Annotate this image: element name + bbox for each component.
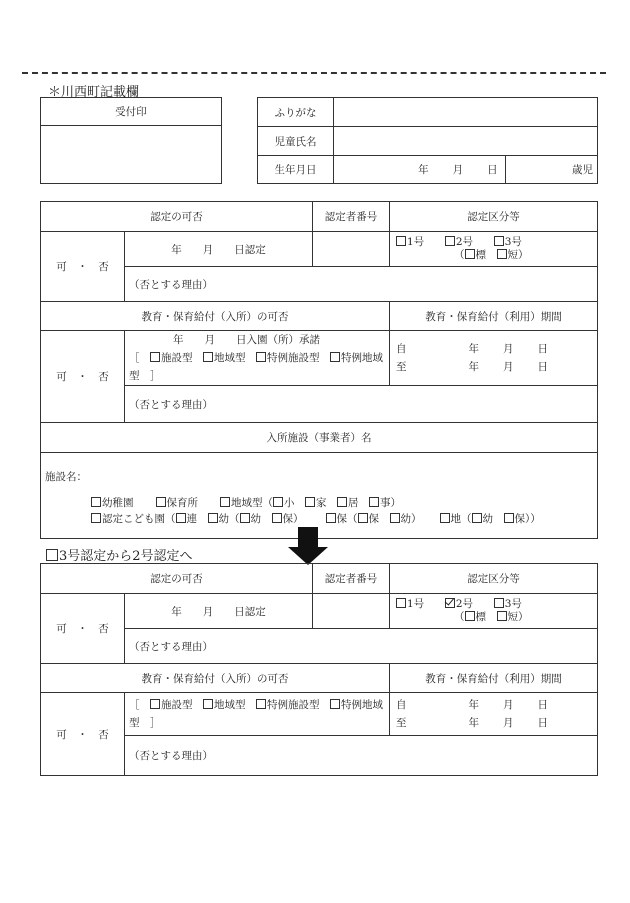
- checkbox-icon[interactable]: [220, 497, 230, 507]
- type-special-facility-option[interactable]: 特例施設型: [256, 352, 320, 364]
- child-info-table: [257, 97, 598, 184]
- checkbox-icon[interactable]: [150, 352, 160, 362]
- period-from-label: 自: [396, 699, 407, 711]
- benefit-reject-reason-field[interactable]: （否とする理由）: [125, 386, 598, 423]
- checkbox-icon[interactable]: [396, 598, 406, 608]
- kodomo-you-sub-option[interactable]: 幼: [240, 513, 262, 525]
- checkbox-icon[interactable]: [465, 249, 475, 259]
- checkbox-icon[interactable]: [390, 513, 400, 523]
- reject-reason-field[interactable]: （否とする理由）: [125, 629, 598, 664]
- checkbox-icon[interactable]: [150, 699, 160, 709]
- period-cell[interactable]: 自 年 月 日 至 年 月 日: [390, 693, 598, 736]
- change-section-title: 3号認定から2号認定へ: [46, 545, 193, 564]
- checkbox-icon[interactable]: [156, 497, 166, 507]
- checkbox-icon[interactable]: [91, 513, 101, 523]
- approval-ka-hi[interactable]: 可 ・ 否: [41, 232, 125, 302]
- facility-regional-option[interactable]: 地域型（: [220, 497, 273, 509]
- facility-cell: [41, 453, 598, 539]
- reception-stamp-box: [40, 97, 222, 184]
- benefit-header: 教育・保育給付（入所）の可否: [41, 664, 390, 693]
- benefit-ka-hi[interactable]: 可 ・ 否: [41, 693, 125, 776]
- period-from-label: 自: [396, 343, 407, 355]
- kodomo-chi-you-option[interactable]: 幼: [472, 513, 494, 525]
- type-facility-option[interactable]: 施設型: [150, 352, 193, 364]
- type-special-facility-option[interactable]: 特例施設型: [256, 699, 320, 711]
- category-header: 認定区分等: [390, 202, 598, 232]
- checkbox-icon[interactable]: [208, 513, 218, 523]
- checkbox-icon[interactable]: [337, 497, 347, 507]
- benefit-reject-reason-field[interactable]: （否とする理由）: [125, 736, 598, 776]
- admission-date-line[interactable]: 年 月 日入園（所）承諾: [173, 334, 320, 346]
- birth-year-unit: 年: [418, 164, 429, 176]
- arrow-down-icon: [288, 527, 328, 565]
- reception-stamp-label: 受付印: [41, 98, 222, 126]
- change-section-checkbox-icon[interactable]: [46, 549, 58, 561]
- facility-header: 入所施設（事業者）名: [41, 423, 598, 453]
- short-option[interactable]: 短: [497, 611, 519, 623]
- std-option[interactable]: 標: [465, 611, 487, 623]
- checkbox-icon[interactable]: [326, 513, 336, 523]
- facility-name-label[interactable]: 施設名：: [45, 471, 87, 483]
- checkbox-icon[interactable]: [203, 699, 213, 709]
- approval-ka-hi[interactable]: 可 ・ 否: [41, 594, 125, 664]
- period-header: 教育・保育給付（利用）期間: [390, 664, 598, 693]
- checkbox-icon[interactable]: [240, 513, 250, 523]
- checkbox-icon[interactable]: [358, 513, 368, 523]
- checkbox-icon[interactable]: [203, 352, 213, 362]
- cert-number-field[interactable]: [313, 594, 390, 629]
- facility-kodomo-option[interactable]: 認定こども園（: [91, 513, 176, 525]
- facility-type-cell: ［ 施設型 地域型 特例施設型 特例地域型 ］: [125, 693, 390, 736]
- child-name-label: 児童氏名: [258, 127, 334, 156]
- checkbox-icon[interactable]: [330, 699, 340, 709]
- cat-3-option[interactable]: 3号: [494, 236, 522, 248]
- cert-number-header: 認定者番号: [313, 564, 390, 594]
- cat-3-option[interactable]: 3号: [494, 598, 522, 610]
- cat-1-option[interactable]: 1号: [396, 236, 424, 248]
- admission-cell: 年 月 日入園（所）承諾 ［ 施設型 地域型 特例施設型 特例地域型 ］: [125, 331, 390, 386]
- checkbox-icon[interactable]: [91, 497, 101, 507]
- checked-checkbox-icon[interactable]: [445, 598, 455, 608]
- cat-2-option[interactable]: 2号: [445, 236, 473, 248]
- birth-day-unit: 日: [487, 164, 498, 176]
- benefit-ka-hi[interactable]: 可 ・ 否: [41, 331, 125, 423]
- reject-reason-field[interactable]: （否とする理由）: [125, 267, 598, 302]
- approval-header: 認定の可否: [41, 202, 313, 232]
- age-suffix: 歳児: [572, 164, 593, 176]
- cert-date-line[interactable]: 年 月 日認定: [125, 594, 313, 629]
- std-option[interactable]: 標: [465, 249, 487, 261]
- facility-small-option[interactable]: 小: [273, 497, 295, 509]
- checkbox-icon[interactable]: [445, 236, 455, 246]
- certification-table-2: [40, 563, 598, 776]
- kodomo-ho-ho-option[interactable]: 保: [358, 513, 380, 525]
- checkbox-icon[interactable]: [396, 236, 406, 246]
- checkbox-icon[interactable]: [330, 352, 340, 362]
- checkbox-icon[interactable]: [305, 497, 315, 507]
- checkbox-icon[interactable]: [176, 513, 186, 523]
- facility-residential-option[interactable]: 居: [337, 497, 359, 509]
- checkbox-icon[interactable]: [497, 249, 507, 259]
- certification-table-1: [40, 201, 598, 539]
- checkbox-icon[interactable]: [272, 513, 282, 523]
- checkbox-icon[interactable]: [273, 497, 283, 507]
- period-to-label: 至: [396, 361, 407, 373]
- furigana-field[interactable]: [334, 98, 598, 127]
- furigana-label: ふりがな: [258, 98, 334, 127]
- kodomo-ho-you-option[interactable]: 幼）: [390, 513, 422, 525]
- cut-line-divider: [22, 72, 606, 74]
- reception-stamp-area[interactable]: [41, 126, 222, 184]
- checkbox-icon[interactable]: [369, 497, 379, 507]
- kodomo-ren-option[interactable]: 連: [176, 513, 198, 525]
- category-options: 1号 2号 3号 （ 標 短）: [390, 594, 598, 629]
- facility-kindergarten-option[interactable]: 幼稚園: [91, 497, 134, 509]
- cat-2-option[interactable]: 2号: [445, 598, 473, 610]
- cert-date-line[interactable]: 年 月 日認定: [125, 232, 313, 267]
- type-special-regional-option[interactable]: 特例地域型: [129, 699, 383, 729]
- checkbox-icon[interactable]: [256, 352, 266, 362]
- birth-month-unit: 月: [452, 164, 464, 176]
- facility-home-option[interactable]: 家: [305, 497, 327, 509]
- birthdate-field[interactable]: [334, 156, 506, 184]
- kodomo-chi-ho-option[interactable]: 保））: [504, 513, 541, 525]
- office-use-section-title: ＊川西町記載欄: [48, 85, 140, 100]
- age-field[interactable]: [506, 156, 598, 184]
- birthdate-label: 生年月日: [258, 156, 334, 184]
- category-header: 認定区分等: [390, 564, 598, 594]
- period-cell[interactable]: 自 年 月 日 至 年 月 日: [390, 331, 598, 386]
- period-to-label: 至: [396, 717, 407, 729]
- checkbox-icon[interactable]: [440, 513, 450, 523]
- cert-number-header: 認定者番号: [313, 202, 390, 232]
- kodomo-chi-option[interactable]: 地（: [440, 513, 472, 525]
- checkbox-icon[interactable]: [256, 699, 266, 709]
- category-options: 1号 2号 3号 （ 標 短）: [390, 232, 598, 267]
- facility-nursery-option[interactable]: 保育所: [156, 497, 199, 509]
- kodomo-ho-sub-option[interactable]: 保）: [272, 513, 304, 525]
- cat-1-option[interactable]: 1号: [396, 598, 424, 610]
- checkbox-icon[interactable]: [504, 513, 514, 523]
- type-regional-option[interactable]: 地域型: [203, 352, 246, 364]
- type-regional-option[interactable]: 地域型: [203, 699, 246, 711]
- type-facility-option[interactable]: 施設型: [150, 699, 193, 711]
- checkbox-icon[interactable]: [494, 236, 504, 246]
- cert-number-field[interactable]: [313, 232, 390, 267]
- benefit-header: 教育・保育給付（入所）の可否: [41, 302, 390, 331]
- kodomo-you-option[interactable]: 幼（: [208, 513, 240, 525]
- period-header: 教育・保育給付（利用）期間: [390, 302, 598, 331]
- checkbox-icon[interactable]: [472, 513, 482, 523]
- facility-business-option[interactable]: 事）: [369, 497, 401, 509]
- checkbox-icon[interactable]: [497, 611, 507, 621]
- approval-header: 認定の可否: [41, 564, 313, 594]
- checkbox-icon[interactable]: [494, 598, 504, 608]
- child-name-field[interactable]: [334, 127, 598, 156]
- type-special-regional-option[interactable]: 特例地域型: [129, 352, 383, 382]
- short-option[interactable]: 短: [497, 249, 519, 261]
- checkbox-icon[interactable]: [465, 611, 475, 621]
- kodomo-ho-option[interactable]: 保（: [326, 513, 358, 525]
